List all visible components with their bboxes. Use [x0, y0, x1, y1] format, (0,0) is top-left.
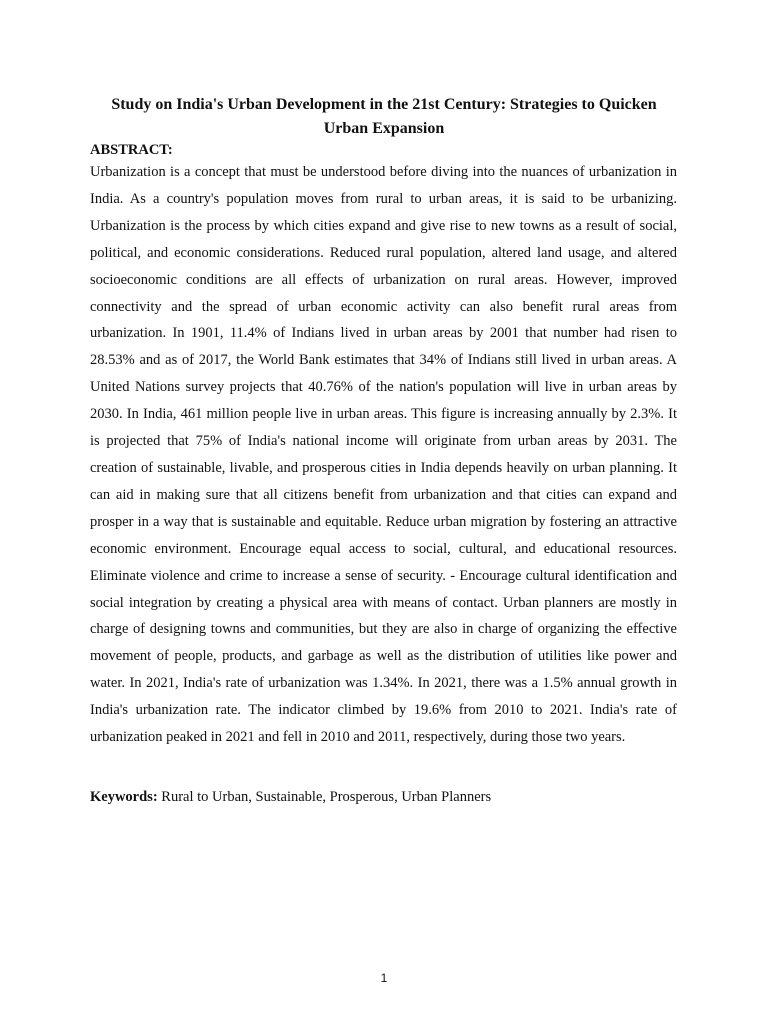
keywords-label: Keywords:: [90, 789, 158, 805]
page-number: 1: [380, 971, 388, 985]
keywords-text: Rural to Urban, Sustainable, Prosperous, Urban Planners: [161, 789, 492, 805]
abstract-heading: ABSTRACT:: [90, 142, 173, 158]
keywords-line: [90, 786, 677, 808]
abstract-body: Urbanization is a concept that must be understood before diving into the nuances of urbanization in India. As a country's population moves from rural to urban areas, it is said to be urbanizing. Urbanization is the process by which cities expand and give rise to new towns as a result of social, political, and economic considerations. Reduced rural population, altered land usage, and altered socioeconomic conditions are all effects of urbanization on rural areas. However, improved connectivity and the spread of urban economic activity can also benefit rural areas from urbanization. In 1901, 11.4% of Indians lived in urban areas by 2001 that number had risen to 28.53% and as of 2017, the World Bank estimates that 34% of Indians still lived in urban areas. A United Nations survey projects that 40.76% of the nation's population will live in urban areas by 2030. In India, 461 million people live in urban areas. This figure is increasing annually by 2.3%. It is projected that 75% of India's national income will originate from urban areas by 2031. The creation of sustainable, livable, and prosperous cities in India depends heavily on urban planning. It can aid in making sure that all citizens benefit from urbanization and that cities can expand and prosper in a way that is sustainable and equitable. Reduce urban migration by fostering an attractive economic environment. Encourage equal access to social, cultural, and educational resources. Eliminate violence and crime to increase a sense of security. - Encourage cultural identification and social integration by creating a physical area with means of contact. Urban planners are mostly in charge of designing towns and communities, but they are also in charge of organizing the effective movement of people, products, and garbage as well as the distribution of utilities like power and water. In 2021, India's rate of urbanization was 1.34%. In 2021, there was a 1.5% annual growth in India's urbanization rate. The indicator climbed by 19.6% from 2010 to 2021. India's rate of urbanization peaked in 2021 and fell in 2010 and 2011, respectively, during those two years.: [90, 164, 677, 746]
paper-title: Study on India's Urban Development in the 21st Century: Strategies to Quicken Urban Expansion: [111, 96, 657, 137]
